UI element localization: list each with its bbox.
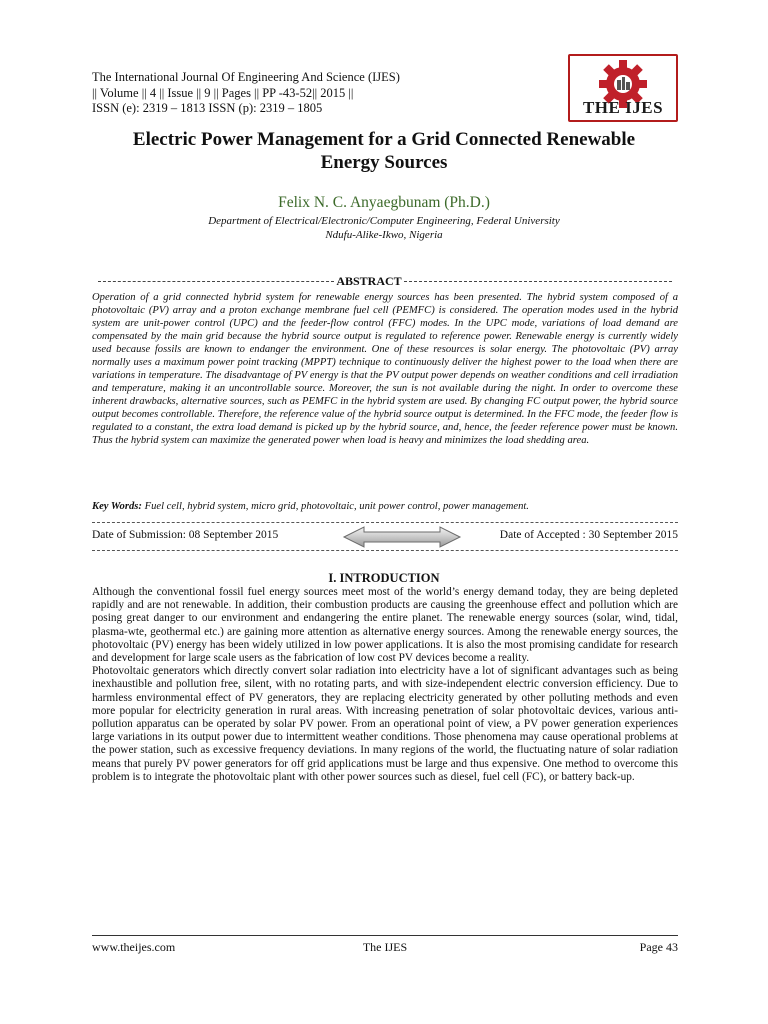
footer-journal: The IJES (362, 940, 408, 954)
logo-text: THE IJES (582, 98, 664, 117)
footer-rule (92, 935, 678, 936)
journal-header (92, 70, 400, 117)
ijes-logo (568, 54, 678, 122)
volume-line: || Volume || 4 || Issue || 9 || Pages || PP -43-52|| 2015 || (92, 85, 354, 100)
divider-bottom (92, 550, 678, 551)
accepted-date: Date of Accepted : 30 September 2015 (499, 529, 678, 541)
dates-row (92, 529, 678, 545)
affiliation (90, 214, 678, 242)
abstract-heading-row (92, 274, 678, 292)
paper-title (90, 128, 678, 174)
abstract-divider-right (404, 281, 672, 282)
issn-line: ISSN (e): 2319 – 1813 ISSN (p): 2319 – 1805 (92, 101, 323, 115)
affiliation-line-1: Department of Electrical/Electronic/Computer Engineering, Federal University (208, 215, 560, 227)
footer-website[interactable]: www.theijes.com (92, 940, 176, 954)
keywords-label: Key Words: (92, 501, 142, 512)
divider-top (92, 522, 678, 523)
double-arrow-icon (342, 525, 462, 549)
journal-name: The International Journal Of Engineering And Science (IJES) (92, 70, 400, 84)
footer-page-number: Page 43 (639, 940, 678, 954)
section-title: I. INTRODUCTION (328, 571, 440, 585)
paragraph-1: Although the conventional fossil fuel energy sources meet most of the world’s energy demand today, they are being depleted rapidly and are not renewable. In addition, their combustion products are causing the greenhouse effect and pollution which are posing great danger to our environment and endangering the entire planet. The renewable energy sources (solar, wind, tidal, plasma-wte, geothermal etc.) are gaining more attention as alternative energy sources. Among the renewable energy sources, the photovoltaic (PV) energy has been widely utilized in low power applications. It is also the most promising candidate for research and development for large scale users as the fabrication of low cost PV devices become a reality. (92, 586, 678, 665)
keywords (92, 500, 678, 513)
introduction-body (92, 586, 678, 784)
submission-date: Date of Submission: 08 September 2015 (92, 529, 279, 541)
keywords-text: Fuel cell, hybrid system, micro grid, photovoltaic, unit power control, power management. (144, 501, 529, 512)
page-footer (92, 940, 678, 956)
author-name: Felix N. C. Anyaegbunam (Ph.D.) (278, 194, 490, 211)
abstract-heading: ABSTRACT (336, 274, 402, 288)
paragraph-2: Photovoltaic generators which directly convert solar radiation into electricity have a lot of significant advantages such as being inexhaustible and pollution free, silent, with no rotating parts, and with size-independent electric conversion efficiency. Due to harmless environmental effect of PV generators, they are replacing electricity generated by other polluting methods and even more popular for electricity generation in rural areas. With increasing penetration of solar photovoltaic devices, various anti-pollution apparatus can be operated by solar PV power. From an operational point of view, a PV power generation experiences large variations in its output power due to intermittent weather conditions. Those phenomena may cause operational problems at the power station, such as excessive frequency deviations. In many regions of the world, the fluctuating nature of solar radiation means that purely PV power generators for off grid applications must be large and thus expensive. One method to overcome this problem is to integrate the photovoltaic plant with other power sources such as diesel, fuel cell (FC), or battery back-up. (92, 665, 678, 783)
title-line-2: Energy Sources (320, 152, 448, 173)
abstract-divider-left (98, 281, 334, 282)
affiliation-line-2: Ndufu-Alike-Ikwo, Nigeria (325, 229, 443, 241)
abstract-text: Operation of a grid connected hybrid system for renewable energy sources has been presented. The hybrid system composed of a photovoltaic (PV) array and a proton exchange membrane fuel cell (PEMFC) is considered. The operation modes used in the hybrid system are unit-power control (UPC) and the feeder-flow control (FFC) modes. In the UPC mode, variations of load demand are compensated by the main grid because the hybrid source output is regulated to reference power. Renewable energy is currently widely used because fossils are known to endanger the environment. One of these resources is solar energy. The photovoltaic (PV) array normally uses a maximum power point tracking (MPPT) technique to continuously deliver the highest power to the load when there are variations in temperature. The disadvantage of PV energy is that the PV output power depends on weather conditions and cell irradiation and temperature, making it an uncontrollable source. Moreover, the sun is not available during the night. In order to overcome these inherent drawbacks, alternative sources, such as PEMFC in the hybrid system are used. By changing FC output power, the hybrid source output becomes controllable. Therefore, the reference value of the hybrid source output is determined. In the FFC mode, the feeder flow is regulated to a constant, the extra load demand is picked up by the hybrid source, and, hence, the feeder reference power must be known. Thus the hybrid system can maximize the generated power when load is heavy and minimizes the load shedding area. (92, 292, 678, 446)
title-line-1: Electric Power Management for a Grid Connected Renewable (132, 129, 636, 150)
